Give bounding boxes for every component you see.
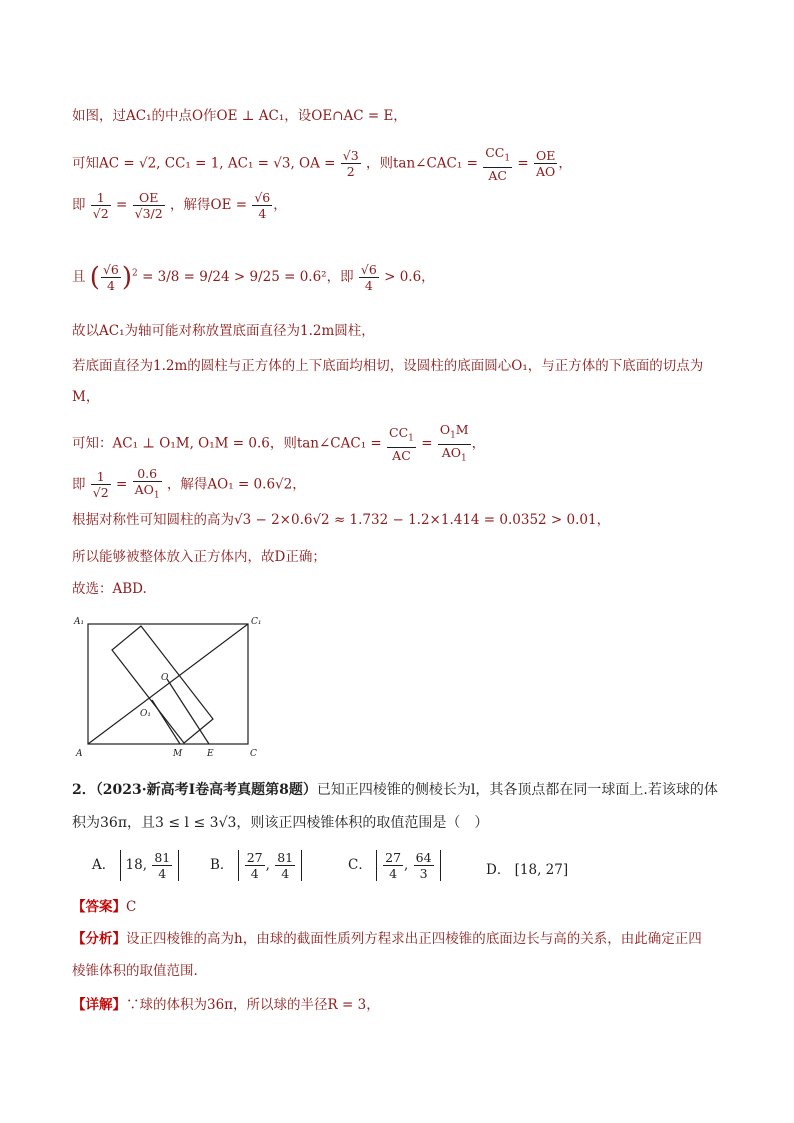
text: 可知AC = √2, CC₁ = 1, AC₁ = √3, OA = [72, 155, 336, 172]
question-source: （2023·新高考Ⅰ卷高考真题第8题） [95, 782, 317, 798]
text: = 3/8 = 9/24 > 9/25 = 0.6²，即 [142, 269, 354, 285]
solution-line-2: 可知AC = √2, CC₁ = 1, AC₁ = √3, OA = $\frac{√3}{2}$ ，则tan∠CAC₁ = $\frac{CC_1}{AC}$ = $\frac{OE}{AO}$ ， [72, 145, 572, 183]
fraction-06-ao1: $\frac{0.6}{AO_1}$ [134, 466, 160, 501]
solution-line-8: 可知：AC₁ ⊥ O₁M, O₁M = 0.6，则tan∠CAC₁ = $\frac{CC_1}{AC}$ = $\frac{O_1M}{AO_1}$ ， [72, 422, 485, 466]
text: 且 [72, 269, 86, 285]
label-e: E [207, 749, 214, 759]
question-number: 2． [72, 782, 96, 798]
analysis-line-1 [72, 928, 702, 950]
segment-o1m [152, 700, 180, 744]
text: ，解得AO₁ = 0.6√2， [166, 476, 306, 493]
hi-den: 3 [419, 866, 428, 881]
label-c1: C₁ [251, 617, 262, 627]
fraction-cc1-ac-b: $\frac{CC_1}{AC}$ [389, 425, 414, 463]
text: ，则tan∠CAC₁ = [365, 155, 478, 172]
lo: 18 [125, 857, 143, 873]
text: 即 [72, 476, 86, 493]
hi-den: 4 [158, 866, 167, 881]
lo-den: 4 [250, 866, 259, 881]
lo-num: 27 [385, 850, 402, 865]
detail-line [72, 994, 380, 1016]
solution-line-10: 根据对称性可知圆柱的高为√3 − 2×0.6√2 ≈ 1.732 − 1.2×1.414 = 0.0352 > 0.01， [72, 512, 611, 528]
label-o1: O₁ [140, 709, 151, 719]
solution-line-3: 即 $\frac{1}{√2}$ = $\frac{OE}{√3/2}$ ，解得OE = $\frac{√6}{4}$ ， [72, 190, 287, 221]
hi-num: 81 [277, 850, 294, 865]
detail-tag: 【详解】 [72, 997, 126, 1013]
lo-den: 4 [389, 866, 398, 881]
fraction-1-sqrt2: $\frac{1}{√2}$ [92, 190, 109, 221]
option-letter: B． [210, 857, 234, 873]
text: ，解得OE = [170, 197, 248, 213]
answer-tag: 【答案】 [72, 899, 126, 915]
analysis-line-2: 棱锥体积的取值范围. [72, 963, 198, 979]
solution-line-6: 若底面直径为1.2m的圆柱与正方体的上下底面均相切，设圆柱的底面圆心O₁，与正方体的下底面的切点为 [72, 358, 704, 374]
answer-value: C [126, 899, 137, 915]
solution-line-1: 如图，过AC₁的中点O作OE ⊥ AC₁，设OE∩AC = E， [72, 108, 407, 124]
solution-line-4: 且 ( $\frac{√6}{4}$ )$^2$ = 3/8 = 9/24 > 9/25 = 0.6²，即 $\frac{√6}{4}$ > 0.6， [72, 262, 435, 293]
option-text: [18, 27] [514, 862, 569, 878]
fraction-sqrt6-4-paren: $\frac{√6}{4}$ [102, 262, 119, 293]
fraction-sqrt6-4: $\frac{√6}{4}$ [254, 190, 271, 221]
label-c: C [250, 749, 257, 759]
option-a[interactable] [92, 850, 179, 881]
text: 可知：AC₁ ⊥ O₁M, O₁M = 0.6，则tan∠CAC₁ = [72, 435, 382, 452]
fraction-oe-ao: $\frac{OE}{AO}$ [535, 148, 556, 180]
analysis-text: 设正四棱锥的高为h，由球的截面性质列方程求出正四棱锥的底面边长与高的关系，由此确定正四 [126, 931, 702, 947]
solution-line-12: 故选：ABD. [72, 581, 147, 597]
option-letter: C． [348, 857, 372, 873]
option-b[interactable] [210, 850, 302, 881]
solution-line-7: M， [72, 389, 100, 405]
solution-line-11: 所以能够被整体放入正方体内，故D正确； [72, 549, 326, 565]
label-a1: A₁ [74, 617, 85, 627]
label-m: M [173, 749, 183, 759]
fraction-1-sqrt2-b: $\frac{1}{√2}$ [92, 469, 109, 501]
solution-line-9: 即 $\frac{1}{√2}$ = $\frac{0.6}{AO_1}$ ，解得AO₁ = 0.6√2， [72, 466, 306, 504]
solution-line-5: 故以AC₁为轴可能对称放置底面直径为1.2m圆柱， [72, 323, 375, 339]
option-letter: D． [486, 862, 511, 878]
analysis-tag: 【分析】 [72, 931, 126, 947]
detail-text: ∵球的体积为36π，所以球的半径R = 3， [126, 997, 380, 1013]
option-d[interactable] [486, 858, 568, 878]
label-o: O [161, 673, 169, 683]
label-a: A [76, 749, 83, 759]
hi-num: 81 [154, 850, 171, 865]
question-text: 已知正四棱锥的侧棱长为l，其各顶点都在同一球面上.若该球的体 [316, 782, 718, 798]
fraction-cc1-ac: $\frac{CC_1}{AC}$ [485, 145, 511, 183]
text: 即 [72, 197, 86, 213]
answer-line [72, 896, 136, 918]
lo-num: 27 [246, 850, 263, 865]
text: > 0.6， [384, 269, 435, 285]
cube-cross-section-figure [70, 612, 270, 762]
interval: 18, $\frac{81}{4}$ [120, 850, 180, 881]
fraction-oe-over: $\frac{OE}{√3/2}$ [134, 190, 163, 221]
question-line-1 [72, 779, 718, 801]
fraction-oa: $\frac{√3}{2}$ [342, 148, 359, 180]
option-letter: A． [92, 857, 116, 873]
hi-den: 4 [281, 866, 290, 881]
question-line-2: 积为36π，且3 ≤ l ≤ 3√3，则该正四棱锥体积的取值范围是（ ） [72, 815, 489, 831]
interval: $\frac{27}{4}$ , $\frac{64}{3}$ [376, 850, 440, 881]
option-c[interactable] [348, 850, 441, 881]
fraction-sqrt6-4-b: $\frac{√6}{4}$ [360, 262, 377, 293]
cylinder-section [112, 626, 213, 743]
fraction-o1m-ao1: $\frac{O_1M}{AO_1}$ [439, 422, 469, 463]
interval: $\frac{27}{4}$ , $\frac{81}{4}$ [238, 850, 302, 881]
hi-num: 64 [415, 850, 432, 865]
